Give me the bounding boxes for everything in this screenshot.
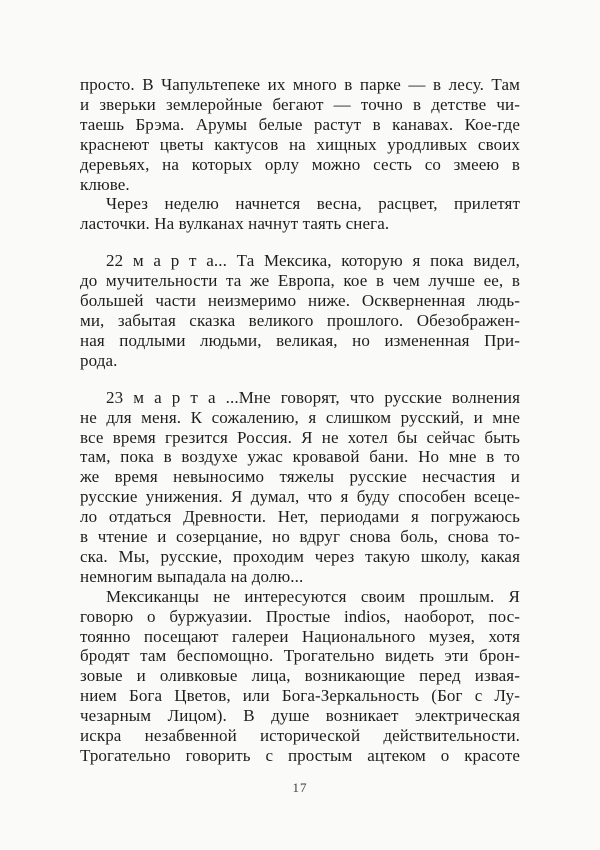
text-line: 22 м а р т а... Та Мексика, которую я пока видел,	[106, 251, 520, 271]
text-line: краснеют цветы кактусов на хищных уродливых своих	[80, 134, 520, 154]
paragraph	[80, 587, 520, 766]
text-line: же время невыносимо тяжелы русские несчастия и	[80, 467, 520, 487]
text-line: 23 м а р т а ...Мне говорят, что русские волнения	[106, 387, 520, 407]
text-line: ная подлыми людьми, великая, но измененная При-	[80, 330, 520, 350]
text-line: все время грезится Россия. Я не хотел бы сейчас быть	[80, 427, 520, 447]
text-line: немногим выпадала на долю...	[80, 566, 304, 586]
text-line: просто. В Чапультепеке их много в парке — в лесу. Там	[80, 75, 520, 94]
paragraph	[80, 194, 520, 234]
text-line: не для меня. К сожалению, я слишком русский, и мне	[80, 407, 520, 427]
text-line: рода.	[80, 350, 118, 370]
text-line: большей части неизмеримо ниже. Оскверненная людь-	[80, 291, 520, 311]
text-line: в чтение и созерцание, но вдруг снова боль, снова то-	[80, 527, 520, 547]
text-line: ска. Мы, русские, проходим через такую школу, какая	[80, 546, 520, 566]
text-line: до мучительности та же Европа, кое в чем лучше ее, в	[80, 271, 520, 291]
text-line: бродят там беспомощно. Трогательно видеть эти брон-	[80, 646, 520, 666]
text-line: клюве.	[80, 174, 130, 194]
text-line: чезарным Лицом). В душе возникает электрическая	[80, 706, 520, 726]
diary-entry-paragraph	[80, 251, 520, 370]
text-line: Мексиканцы не интересуются своим прошлым. Я	[106, 586, 520, 606]
page-text	[80, 75, 520, 766]
text-line: ло отдаться Древности. Нет, периодами я погружаюсь	[80, 507, 520, 527]
text-line: русские унижения. Я думал, что я буду способен всеце-	[80, 487, 520, 507]
text-line: деревьях, на которых орлу можно сесть со змеею в	[80, 154, 520, 174]
text-line: ласточки. На вулканах начнут таять снега.	[80, 214, 390, 234]
text-line: и зверьки землеройные бегают — точно в детстве чи-	[80, 94, 520, 114]
text-line: таешь Брэма. Арумы белые растут в канавах. Кое-где	[80, 114, 520, 134]
text-line: ми, забытая сказка великого прошлого. Обезображен-	[80, 310, 520, 330]
paragraph	[80, 75, 520, 194]
text-line: нием Бога Цветов, или Бога-Зеркальность (Бог с Лу-	[80, 686, 520, 706]
text-line: Через неделю начнется весна, расцвет, прилетят	[106, 194, 520, 214]
diary-entry-paragraph	[80, 388, 520, 587]
text-line: искра незабвенной исторической действительности.	[80, 726, 520, 746]
page-number: 17	[292, 780, 308, 795]
text-line: говорю о буржуазии. Простые indios, наоборот, пос-	[80, 606, 520, 626]
text-line: Трогательно говорить с простым ацтеком о красоте	[80, 746, 520, 765]
text-line: тоянно посещают галереи Национального музея, хотя	[80, 626, 520, 646]
text-line: там, пока в воздухе ужас кровавой бани. Но мне в то	[80, 447, 520, 467]
text-line: зовые и оливковые лица, возникающие перед извая-	[80, 666, 520, 686]
